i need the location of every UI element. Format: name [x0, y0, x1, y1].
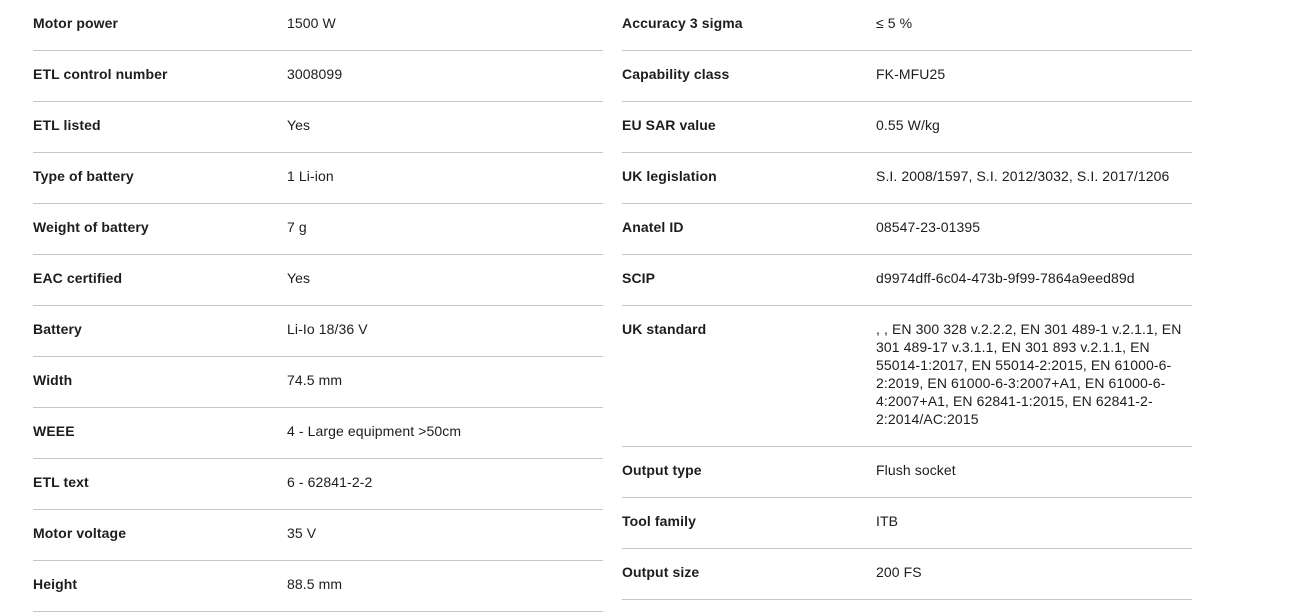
spec-row [33, 510, 603, 561]
spec-row [33, 357, 603, 408]
spec-value: ITB [876, 513, 899, 529]
spec-label: UK standard [622, 321, 707, 337]
spec-label: Anatel ID [622, 219, 684, 235]
spec-row [33, 153, 603, 204]
spec-row [622, 306, 1192, 447]
spec-label: Output type [622, 462, 702, 478]
spec-label: ETL text [33, 474, 89, 490]
spec-label: WEEE [33, 423, 75, 439]
spec-label: UK legislation [622, 168, 717, 184]
spec-value: 3008099 [287, 66, 343, 82]
spec-row [33, 255, 603, 306]
spec-row [622, 153, 1192, 204]
spec-label: Width [33, 372, 73, 388]
spec-row [33, 306, 603, 357]
spec-label: Output size [622, 564, 700, 580]
spec-label: Motor power [33, 15, 119, 31]
spec-label: Accuracy 3 sigma [622, 15, 743, 31]
spec-value: Flush socket [876, 462, 956, 478]
spec-label: ETL listed [33, 117, 101, 133]
spec-label: SCIP [622, 270, 656, 286]
spec-value: 1 Li-ion [287, 168, 334, 184]
spec-value: Yes [287, 117, 311, 133]
spec-label: EU SAR value [622, 117, 716, 133]
spec-label: Capability class [622, 66, 730, 82]
spec-row [33, 459, 603, 510]
spec-value: , , EN 300 328 v.2.2.2, EN 301 489-1 v.2.1.1, EN 301 489-17 v.3.1.1, EN 301 893 v.2.1.1, EN 55014-1:2017, EN 55014-2:2015, EN 61000-6-2:2019, EN 61000-6-3:2007+A1, EN 61000-6-4:2007+A1, EN 62841-1:2015, EN 62841-2-2:2014/AC:2015 [876, 321, 1182, 427]
spec-value: 74.5 mm [287, 372, 343, 388]
spec-row [33, 51, 603, 102]
spec-label: EAC certified [33, 270, 123, 286]
spec-label: Weight of battery [33, 219, 149, 235]
spec-row [33, 0, 603, 51]
spec-row [622, 549, 1192, 600]
spec-row [33, 408, 603, 459]
spec-label: Tool family [622, 513, 696, 529]
spec-row [622, 255, 1192, 306]
spec-value: 7 g [287, 219, 307, 235]
spec-label: Height [33, 576, 78, 592]
spec-label: Motor voltage [33, 525, 127, 541]
spec-row [33, 204, 603, 255]
spec-value: 200 FS [876, 564, 922, 580]
spec-value: 6 - 62841-2-2 [287, 474, 373, 490]
spec-value: 08547-23-01395 [876, 219, 981, 235]
spec-value: 0.55 W/kg [876, 117, 940, 133]
spec-label: Type of battery [33, 168, 134, 184]
spec-value: Li-Io 18/36 V [287, 321, 368, 337]
spec-label: ETL control number [33, 66, 168, 82]
spec-value: 4 - Large equipment >50cm [287, 423, 462, 439]
spec-row [622, 102, 1192, 153]
spec-row [622, 51, 1192, 102]
spec-column-right [622, 0, 1192, 600]
spec-value: Yes [287, 270, 311, 286]
spec-value: 1500 W [287, 15, 336, 31]
spec-column-left [33, 0, 603, 612]
spec-row [622, 204, 1192, 255]
spec-value: d9974dff-6c04-473b-9f99-7864a9eed89d [876, 270, 1135, 286]
spec-value: S.I. 2008/1597, S.I. 2012/3032, S.I. 2017/1206 [876, 168, 1170, 184]
spec-value: ≤ 5 % [876, 15, 913, 31]
spec-value: 35 V [287, 525, 317, 541]
spec-value: 88.5 mm [287, 576, 343, 592]
spec-value: FK-MFU25 [876, 66, 946, 82]
spec-row [33, 561, 603, 612]
spec-row [33, 102, 603, 153]
spec-row [622, 498, 1192, 549]
spec-row [622, 0, 1192, 51]
spec-row [622, 447, 1192, 498]
spec-label: Battery [33, 321, 82, 337]
